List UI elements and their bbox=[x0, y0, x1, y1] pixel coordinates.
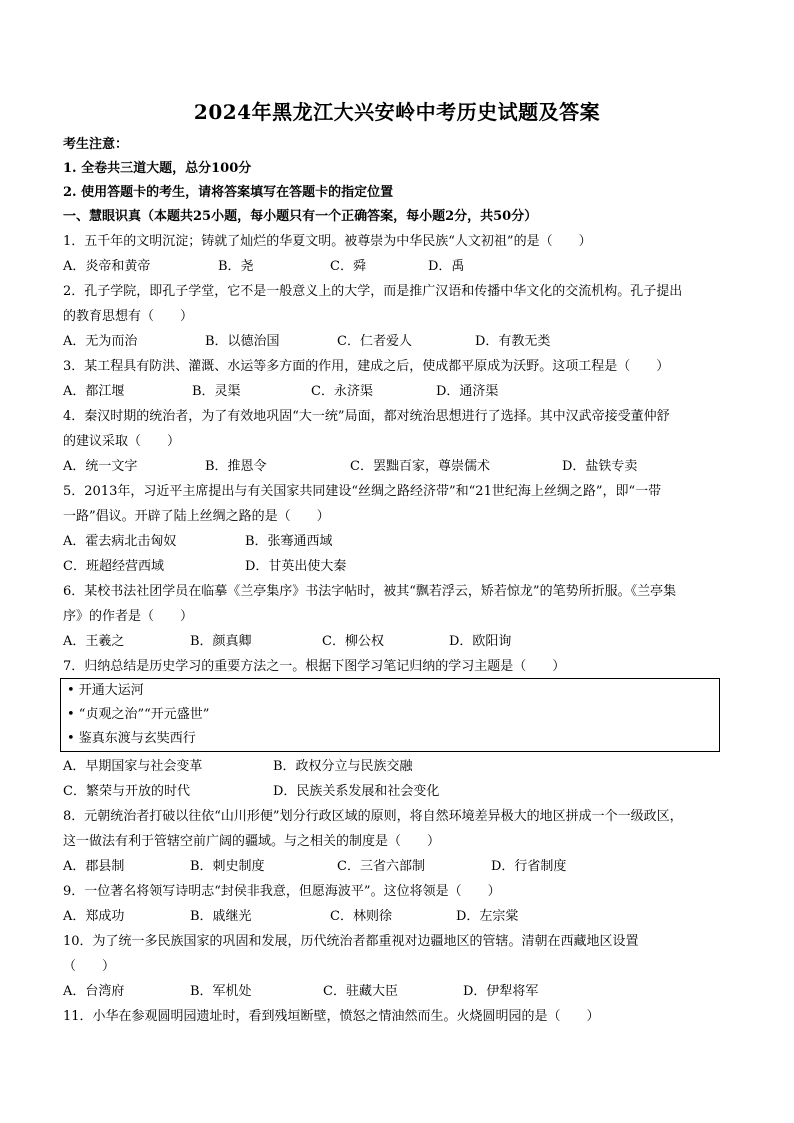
notice-heading: 考生注意： bbox=[63, 137, 129, 152]
question-stem: 2．孔子学院，即孔子学堂，它不是一般意义上的大学，而是推广汉语和传播中华文化的交流机构。孔子提出 bbox=[63, 284, 683, 299]
notice-item: 1. 全卷共三道大题，总分100分 bbox=[63, 161, 252, 176]
note-item: • 鉴真东渡与玄奘西行 bbox=[67, 731, 196, 746]
option-d: D．通济渠 bbox=[436, 384, 499, 399]
note-item: • “贞观之治”“开元盛世” bbox=[67, 707, 210, 722]
question-stem-cont: 序》的作者是（ ） bbox=[63, 609, 194, 624]
option-a: A．早期国家与社会变革 bbox=[63, 759, 203, 774]
option-c: C．柳公权 bbox=[322, 634, 384, 649]
study-notes-box bbox=[60, 678, 720, 752]
option-d: D．欧阳询 bbox=[449, 634, 512, 649]
option-a: A．无为而治 bbox=[63, 334, 138, 349]
option-a: A．都江堰 bbox=[63, 384, 125, 399]
question-stem: 10．为了统一多民族国家的巩固和发展，历代统治者都重视对边疆地区的管辖。清朝在西藏地区设置 bbox=[63, 934, 639, 949]
question-stem: 6．某校书法社团学员在临摹《兰亭集序》书法字帖时，被其“飘若浮云，矫若惊龙”的笔势所折服。《兰亭集 bbox=[63, 584, 677, 599]
option-d: D．行省制度 bbox=[491, 859, 567, 874]
option-b: B．以德治国 bbox=[205, 334, 280, 349]
section-heading: 一、慧眼识真（本题共25小题，每小题只有一个正确答案，每小题2分，共50分） bbox=[63, 209, 538, 224]
option-b: B．张骞通西域 bbox=[245, 534, 333, 549]
question-stem: 11．小华在参观圆明园遗址时，看到残垣断壁，愤怒之情油然而生。火烧圆明园的是（ ） bbox=[63, 1009, 600, 1024]
option-a: A．霍去病北击匈奴 bbox=[63, 534, 177, 549]
question-stem: 8．元朝统治者打破以往依“山川形便”划分行政区域的原则，将自然环境差异极大的地区拼成一个一级政区， bbox=[63, 809, 683, 824]
option-b: B．尧 bbox=[218, 259, 254, 274]
option-b: B．戚继光 bbox=[190, 909, 252, 924]
option-c: C．驻藏大臣 bbox=[323, 984, 398, 999]
option-d: D．盐铁专卖 bbox=[562, 459, 638, 474]
option-a: A．台湾府 bbox=[63, 984, 125, 999]
question-stem-cont: 这一做法有利于管辖空前广阔的疆域。与之相关的制度是（ ） bbox=[63, 834, 441, 849]
option-b: B．推恩令 bbox=[205, 459, 267, 474]
option-b: B．政权分立与民族交融 bbox=[273, 759, 413, 774]
option-c: C．仁者爱人 bbox=[337, 334, 412, 349]
question-stem: 5．2013年，习近平主席提出与有关国家共同建设“丝绸之路经济带”和“21世纪海上丝绸之路”，即“一带 bbox=[63, 484, 662, 499]
question-stem-cont: 一路”倡议。开辟了陆上丝绸之路的是（ ） bbox=[63, 509, 330, 524]
option-d: D．民族关系发展和社会变化 bbox=[273, 784, 440, 799]
option-b: B．军机处 bbox=[190, 984, 252, 999]
option-a: A．郑成功 bbox=[63, 909, 125, 924]
question-stem: 1．五千年的文明沉淀；铸就了灿烂的华夏文明。被尊崇为中华民族“人文初祖”的是（ ） bbox=[63, 234, 592, 249]
question-stem: 4．秦汉时期的统治者，为了有效地巩固“大一统”局面，都对统治思想进行了选择。其中汉武帝接受董仲舒 bbox=[63, 409, 670, 424]
option-c: C．三省六部制 bbox=[337, 859, 425, 874]
question-stem-cont: 的教育思想有（ ） bbox=[63, 309, 194, 324]
option-c: C．舜 bbox=[330, 259, 366, 274]
question-stem-cont: （ ） bbox=[63, 959, 116, 974]
question-stem: 3．某工程具有防洪、灌溉、水运等多方面的作用，建成之后，使成都平原成为沃野。这项工程是（ ） bbox=[63, 359, 670, 374]
note-item: • 开通大运河 bbox=[67, 683, 144, 698]
option-d: D．有教无类 bbox=[475, 334, 551, 349]
question-stem: 7．归纳总结是历史学习的重要方法之一。根据下图学习笔记归纳的学习主题是（ ） bbox=[63, 659, 566, 674]
option-c: C．永济渠 bbox=[311, 384, 373, 399]
page-title: 2024年黑龙江大兴安岭中考历史试题及答案 bbox=[193, 100, 601, 124]
option-d: D．伊犁将军 bbox=[463, 984, 539, 999]
question-stem-cont: 的建议采取（ ） bbox=[63, 434, 181, 449]
option-c: C．林则徐 bbox=[330, 909, 392, 924]
option-b: B．刺史制度 bbox=[190, 859, 265, 874]
option-d: D．甘英出使大秦 bbox=[245, 559, 347, 574]
option-a: A．统一文字 bbox=[63, 459, 138, 474]
option-c: C．罢黜百家，尊崇儒术 bbox=[350, 459, 490, 474]
option-b: B．颜真卿 bbox=[190, 634, 252, 649]
option-a: A．炎帝和黄帝 bbox=[63, 259, 151, 274]
option-b: B．灵渠 bbox=[192, 384, 241, 399]
notice-item: 2. 使用答题卡的考生，请将答案填写在答题卡的指定位置 bbox=[63, 185, 394, 200]
option-d: D．禹 bbox=[428, 259, 465, 274]
option-c: C．班超经营西域 bbox=[63, 559, 164, 574]
option-c: C．繁荣与开放的时代 bbox=[63, 784, 190, 799]
option-a: A．王羲之 bbox=[63, 634, 125, 649]
question-stem: 9．一位著名将领写诗明志“封侯非我意，但愿海波平”。这位将领是（ ） bbox=[63, 884, 501, 899]
option-d: D．左宗棠 bbox=[456, 909, 519, 924]
option-a: A．郡县制 bbox=[63, 859, 125, 874]
